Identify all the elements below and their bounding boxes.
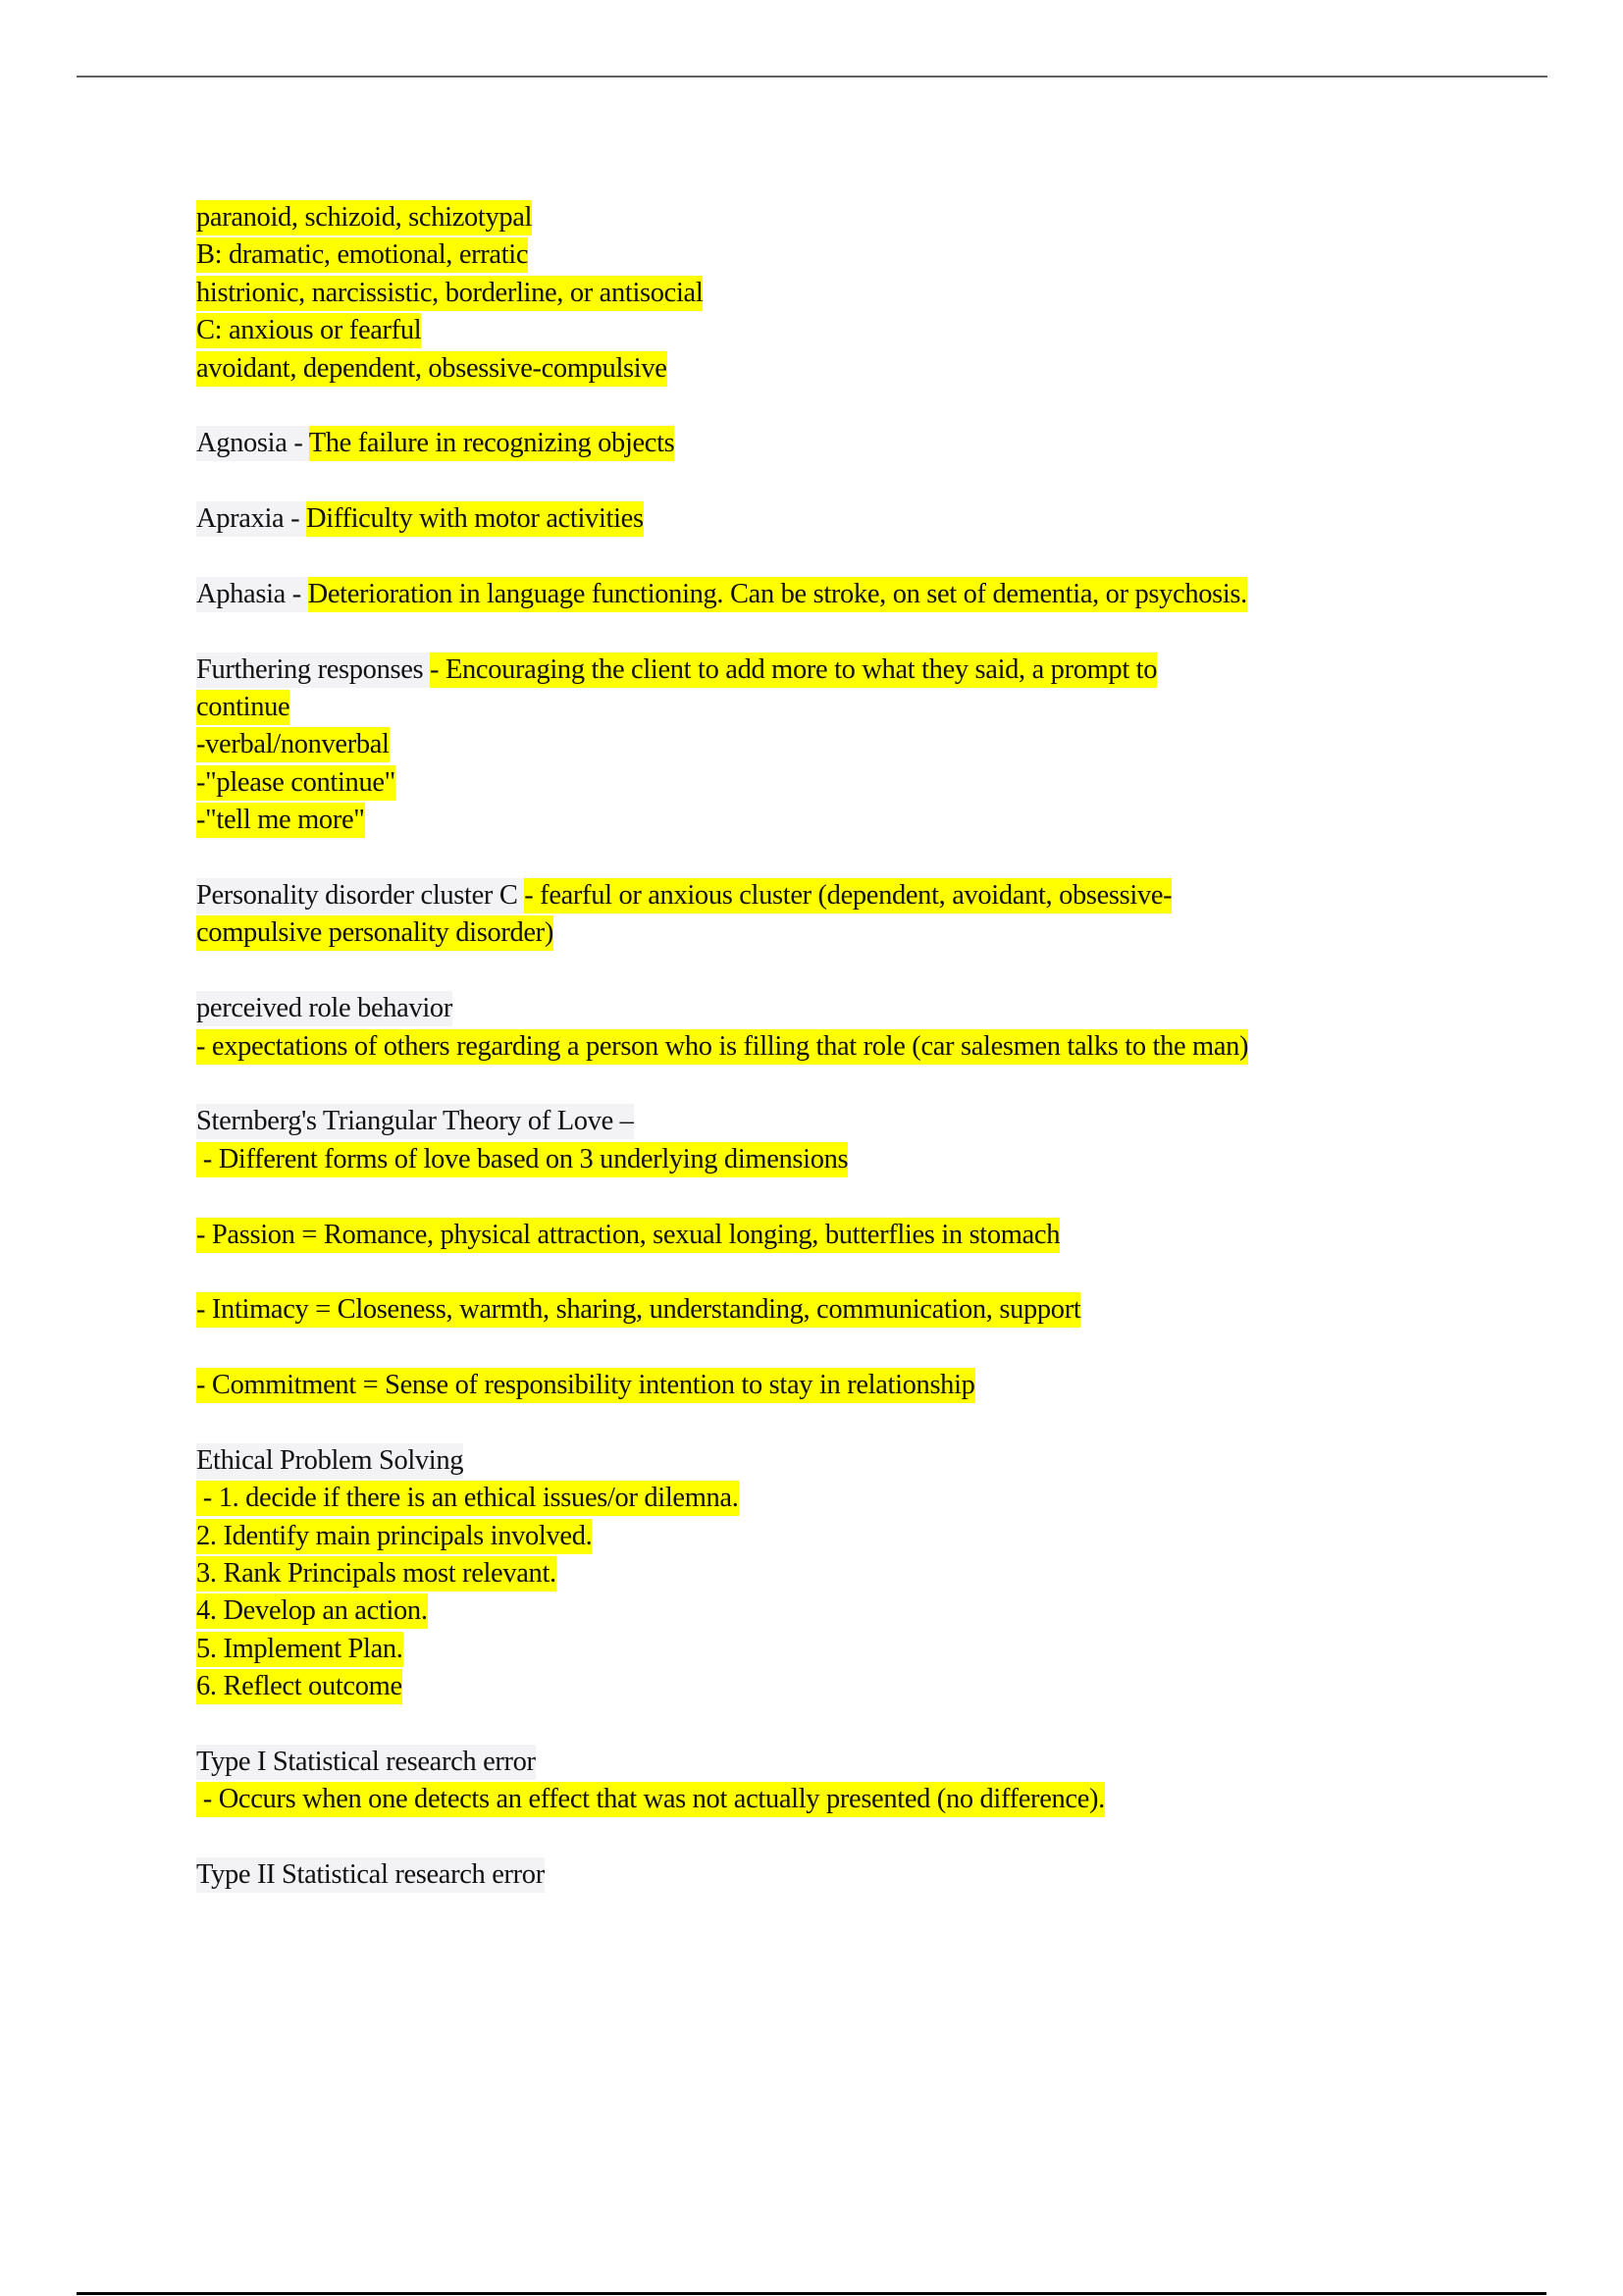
definition-agnosia: The failure in recognizing objects xyxy=(309,426,675,461)
spacer xyxy=(196,1405,1501,1442)
definition-perceived-role-behavior: - expectations of others regarding a person who is filling that role (car salesmen talks to the man) xyxy=(196,1029,1248,1065)
definition-furthering-responses: - Encouraging the client to add more to what they said, a prompt to xyxy=(430,652,1157,688)
spacer xyxy=(196,1819,1501,1856)
ethical-step: 2. Identify main principals involved. xyxy=(196,1519,592,1554)
spacer xyxy=(196,953,1501,990)
entry-line xyxy=(196,1781,1501,1818)
term-apraxia: Apraxia - xyxy=(196,501,306,537)
ethical-step: 4. Develop an action. xyxy=(196,1593,428,1629)
entry-line xyxy=(196,500,1501,538)
term-type-1-error: Type I Statistical research error xyxy=(196,1745,536,1780)
term-sternberg-theory: Sternberg's Triangular Theory of Love – xyxy=(196,1104,634,1139)
entry-line xyxy=(196,764,1501,802)
entry-line xyxy=(196,914,1501,952)
entry-ethical-problem-solving xyxy=(196,1442,1501,1706)
spacer xyxy=(196,463,1501,500)
cluster-line xyxy=(196,350,1501,388)
term-cluster-c: Personality disorder cluster C xyxy=(196,878,524,913)
ethical-step: 5. Implement Plan. xyxy=(196,1632,403,1667)
entry-line xyxy=(196,1367,1501,1404)
entry-furthering-responses xyxy=(196,652,1501,840)
entry-line xyxy=(196,1291,1501,1329)
entry-line xyxy=(196,1555,1501,1592)
definition-furthering-continued: continue xyxy=(196,690,289,725)
entry-sternberg-theory xyxy=(196,1103,1501,1404)
cluster-c-types: avoidant, dependent, obsessive-compulsive xyxy=(196,351,667,387)
ethical-step: - 1. decide if there is an ethical issues/or dilemna. xyxy=(196,1481,739,1516)
spacer xyxy=(196,1066,1501,1103)
entry-line xyxy=(196,1480,1501,1517)
term-agnosia: Agnosia - xyxy=(196,426,309,461)
term-furthering-responses: Furthering responses xyxy=(196,652,430,688)
entry-type-2-error xyxy=(196,1856,1501,1894)
entry-line xyxy=(196,1141,1501,1178)
entry-line xyxy=(196,1103,1501,1140)
definition-cluster-c: - fearful or anxious cluster (dependent, avoidant, obsessive- xyxy=(524,878,1172,913)
cluster-b-types: histrionic, narcissistic, borderline, or antisocial xyxy=(196,276,703,311)
definition-type-1-error: - Occurs when one detects an effect that was not actually presented (no difference). xyxy=(196,1782,1105,1817)
entry-cluster-c xyxy=(196,877,1501,953)
entry-line xyxy=(196,877,1501,914)
ethical-step: 3. Rank Principals most relevant. xyxy=(196,1556,556,1592)
entry-line xyxy=(196,1856,1501,1894)
entry-type-1-error xyxy=(196,1744,1501,1819)
entry-line xyxy=(196,802,1501,839)
sternberg-intimacy: - Intimacy = Closeness, warmth, sharing, understanding, communication, support xyxy=(196,1292,1080,1328)
spacer xyxy=(196,1254,1501,1291)
cluster-list xyxy=(196,199,1501,388)
spacer xyxy=(196,1330,1501,1367)
term-perceived-role-behavior: perceived role behavior xyxy=(196,991,452,1026)
definition-cluster-c-continued: compulsive personality disorder) xyxy=(196,915,553,951)
cluster-b-label: B: dramatic, emotional, erratic xyxy=(196,237,528,273)
furthering-bullet: -"tell me more" xyxy=(196,803,365,838)
sternberg-commitment: - Commitment = Sense of responsibility intention to stay in relationship xyxy=(196,1368,975,1403)
term-aphasia: Aphasia - xyxy=(196,577,308,612)
spacer xyxy=(196,840,1501,877)
entry-line xyxy=(196,1217,1501,1254)
cluster-line xyxy=(196,236,1501,274)
cluster-a-types: paranoid, schizoid, schizotypal xyxy=(196,200,532,235)
spacer xyxy=(196,388,1501,425)
cluster-c-label: C: anxious or fearful xyxy=(196,313,421,348)
ethical-step: 6. Reflect outcome xyxy=(196,1669,402,1704)
header-rule xyxy=(77,76,1547,78)
entry-line xyxy=(196,990,1501,1027)
document-body xyxy=(196,199,1501,1895)
furthering-bullet: -"please continue" xyxy=(196,765,395,801)
term-type-2-error: Type II Statistical research error xyxy=(196,1857,545,1893)
definition-apraxia: Difficulty with motor activities xyxy=(306,501,644,537)
entry-line xyxy=(196,1518,1501,1555)
cluster-line xyxy=(196,275,1501,312)
entry-line xyxy=(196,1744,1501,1781)
spacer xyxy=(196,1178,1501,1216)
footer-rule xyxy=(77,2292,1546,2295)
entry-line xyxy=(196,1631,1501,1668)
entry-line xyxy=(196,576,1501,613)
furthering-bullet: -verbal/nonverbal xyxy=(196,727,390,762)
entry-aphasia xyxy=(196,576,1501,613)
entry-line xyxy=(196,1592,1501,1630)
entry-line xyxy=(196,1442,1501,1480)
entry-line xyxy=(196,689,1501,726)
entry-apraxia xyxy=(196,500,1501,538)
spacer xyxy=(196,1706,1501,1744)
sternberg-passion: - Passion = Romance, physical attraction, sexual longing, butterflies in stomach xyxy=(196,1218,1060,1253)
entry-line xyxy=(196,425,1501,462)
entry-perceived-role-behavior xyxy=(196,990,1501,1066)
definition-aphasia: Deterioration in language functioning. Can be stroke, on set of dementia, or psychosis. xyxy=(308,577,1247,612)
entry-line xyxy=(196,1668,1501,1705)
entry-line xyxy=(196,1028,1501,1066)
entry-agnosia xyxy=(196,425,1501,462)
entry-line xyxy=(196,726,1501,763)
definition-sternberg-theory: - Different forms of love based on 3 underlying dimensions xyxy=(196,1142,848,1177)
spacer xyxy=(196,539,1501,576)
term-ethical-problem-solving: Ethical Problem Solving xyxy=(196,1443,463,1479)
cluster-line xyxy=(196,312,1501,349)
cluster-line xyxy=(196,199,1501,236)
spacer xyxy=(196,613,1501,651)
entry-line xyxy=(196,652,1501,689)
